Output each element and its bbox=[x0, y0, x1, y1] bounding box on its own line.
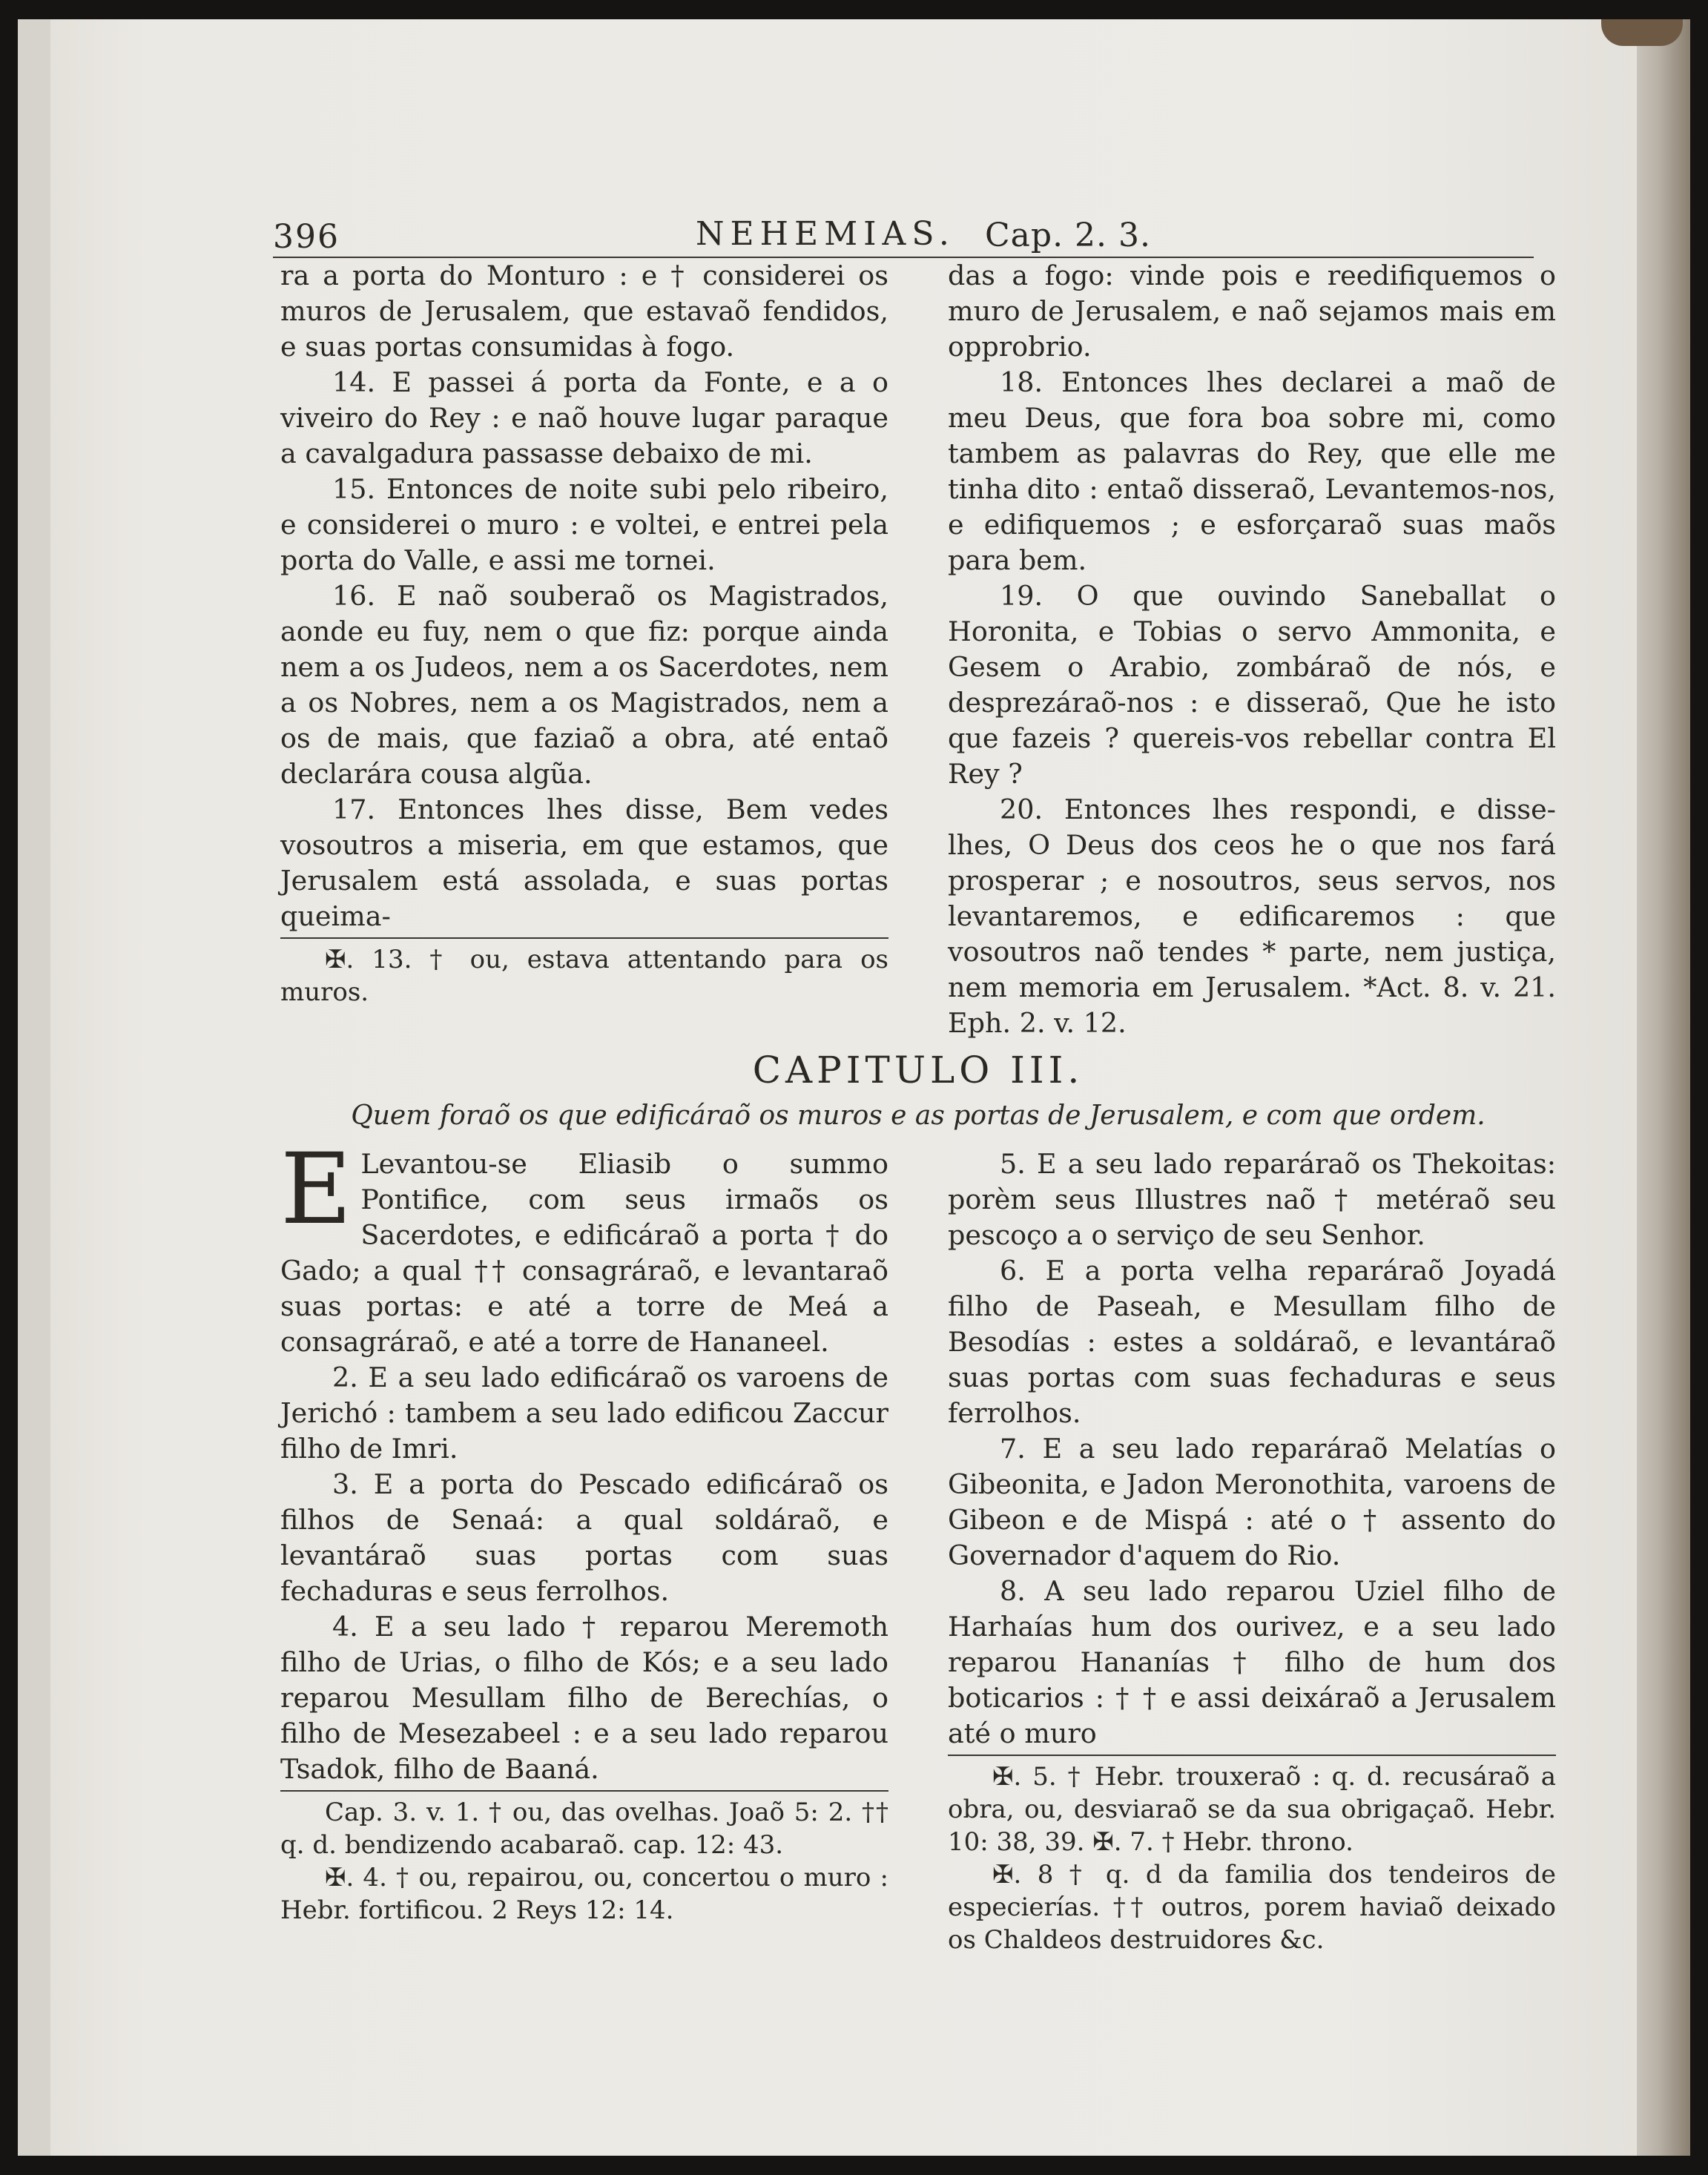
footnote: ✠. 4. † ou, repairou, ou, concertou o muro : Hebr. fortificou. 2 Reys 12: 14. bbox=[280, 1863, 888, 1925]
book-page bbox=[50, 19, 1664, 2156]
drop-cap: E bbox=[280, 1132, 352, 1247]
book-cover-corner bbox=[1601, 19, 1683, 46]
verse-paragraph: 17. Entonces lhes disse, Bem vedes vosoutros a miseria, em que estamos, que Jerusalem está assolada, e suas portas queima- bbox=[280, 793, 888, 932]
chapter-right-column bbox=[948, 1146, 1556, 1956]
footnote: Cap. 3. v. 1. † ou, das ovelhas. Joaõ 5: 2. †† q. d. bendizendo acabaraõ. cap. 12: 43. bbox=[280, 1798, 888, 1860]
chapter-columns bbox=[251, 1132, 1556, 1956]
footnote: ✠. 13. † ou, estava attentando para os muros. bbox=[280, 945, 888, 1007]
chapter-summary: Quem foraõ os que edificáraõ os muros e as portas de Jerusalem, e com que ordem. bbox=[351, 1100, 1486, 1131]
book-title: NEHEMIAS. bbox=[696, 215, 955, 253]
verse-paragraph: 14. E passei á porta da Fonte, e a o viveiro do Rey : e naõ houve lugar paraque a cavalgadura passasse debaixo de mi. bbox=[280, 366, 888, 469]
verse-paragraph: 4. E a seu lado † reparou Meremoth filho de Urias, o filho de Kós; e a seu lado reparou Mesullam filho de Berechías, o filho de Mesezabeel : e a seu lado reparou Tsadok, filho de Baaná. bbox=[280, 1611, 888, 1785]
verse-paragraph: 5. E a seu lado reparáraõ os Thekoitas: porèm seus Illustres naõ † metéraõ seu pescoço a o serviço de seu Senhor. bbox=[948, 1148, 1556, 1251]
footnote-rule bbox=[948, 1755, 1556, 1756]
footnote-rule bbox=[280, 1790, 888, 1792]
verse-paragraph: 20. Entonces lhes respondi, e disse-lhes, O Deus dos ceos he o que nos fará prosperar ; e nosoutros, seus servos, nos levantaremos, e edificaremos : que vosoutros naõ tendes * parte, nem justiça, nem memoria em Jerusalem. *Act. 8. v. 21. Eph. 2. v. 12. bbox=[948, 793, 1556, 1039]
verse-paragraph: 7. E a seu lado reparáraõ Melatías o Gibeonita, e Jadon Meronothita, varoens de Gibeon e de Mispá : até o † assento do Governador d'aquem do Rio. bbox=[948, 1433, 1556, 1571]
verse-paragraph: 6. E a porta velha reparáraõ Joyadá filho de Paseah, e Mesullam filho de Besodías : estes a soldáraõ, e levantáraõ suas portas com suas fechaduras e seus ferrolhos. bbox=[948, 1255, 1556, 1429]
verse-paragraph: ra a porta do Monturo : e † considerei os muros de Jerusalem, que estavaõ fendidos, e suas portas consumidas à fogo. bbox=[280, 260, 888, 363]
page-content bbox=[251, 212, 1556, 1955]
verse-paragraph: 2. E a seu lado edificáraõ os varoens de Jerichó : tambem a seu lado edificou Zaccur filho de Imri. bbox=[280, 1362, 888, 1465]
verse-paragraph bbox=[280, 1132, 888, 1360]
upper-columns bbox=[251, 258, 1556, 1041]
verse-paragraph: 18. Entonces lhes declarei a maõ de meu Deus, que fora boa sobre mi, como tambem as palavras do Rey, que elle me tinha dito : entaõ disseraõ, Levantemos-nos, e edifiquemos ; e esforçaraõ suas maõs para bem. bbox=[948, 366, 1556, 576]
scanned-page-background bbox=[18, 19, 1690, 2156]
verse-paragraph: 19. O que ouvindo Saneballat o Horonita, e Tobias o servo Ammonita, e Gesem o Arabio, zombáraõ de nós, e desprezáraõ-nos : e disseraõ, Que he isto que fazeis ? quereis-vos rebellar contra El Rey ? bbox=[948, 580, 1556, 790]
footnote-rule bbox=[280, 937, 888, 939]
footnote: ✠. 8 † q. d da familia dos tendeiros de especierías. †† outros, porem haviaõ deixado os Chaldeos destruidores &c. bbox=[948, 1860, 1556, 1955]
footnote: ✠. 5. † Hebr. trouxeraõ : q. d. recusáraõ a obra, ou, desviaraõ se da sua obrigaçaõ. Hebr. 10: 38, 39. ✠. 7. † Hebr. throno. bbox=[948, 1762, 1556, 1857]
verse-paragraph: 3. E a porta do Pescado edificáraõ os filhos de Senaá: a qual soldáraõ, e levantáraõ suas portas com suas fechaduras e seus ferrolhos. bbox=[280, 1468, 888, 1607]
book-gutter bbox=[1637, 19, 1690, 2156]
chapter-reference: Cap. 2. 3. bbox=[985, 217, 1151, 254]
page-number: 396 bbox=[273, 218, 340, 256]
running-head bbox=[251, 212, 1556, 257]
chapter-left-column bbox=[280, 1132, 888, 1956]
chapter-heading: CAPITULO III. bbox=[752, 1049, 1084, 1092]
upper-right-column bbox=[948, 258, 1556, 1041]
upper-left-column bbox=[280, 258, 888, 1041]
verse-paragraph: 16. E naõ souberaõ os Magistrados, aonde eu fuy, nem o que fiz: porque ainda nem a os Judeos, nem a os Sacerdotes, nem a os Nobres, nem a os Magistrados, nem a os de mais, que faziaõ a obra, até entaõ declarára cousa algũa. bbox=[280, 580, 888, 790]
verse-paragraph: das a fogo: vinde pois e reedifiquemos o muro de Jerusalem, e naõ sejamos mais em opprobrio. bbox=[948, 260, 1556, 363]
verse-paragraph: 8. A seu lado reparou Uziel filho de Harhaías hum dos ourivez, e a seu lado reparou Hananías † filho de hum dos boticarios : † † e assi deixáraõ a Jerusalem até o muro bbox=[948, 1575, 1556, 1749]
verse-paragraph: 15. Entonces de noite subi pelo ribeiro, e considerei o muro : e voltei, e entrei pela porta do Valle, e assi me tornei. bbox=[280, 473, 888, 576]
verse-text: Levantou-se Eliasib o summo Pontifice, com seus irmaõs os Sacerdotes, e edificáraõ a porta † do Gado; a qual †† consagráraõ, e levantaraõ suas portas: e até a torre de Meá a consagráraõ, e até a torre de Hananeel. bbox=[280, 1148, 888, 1358]
